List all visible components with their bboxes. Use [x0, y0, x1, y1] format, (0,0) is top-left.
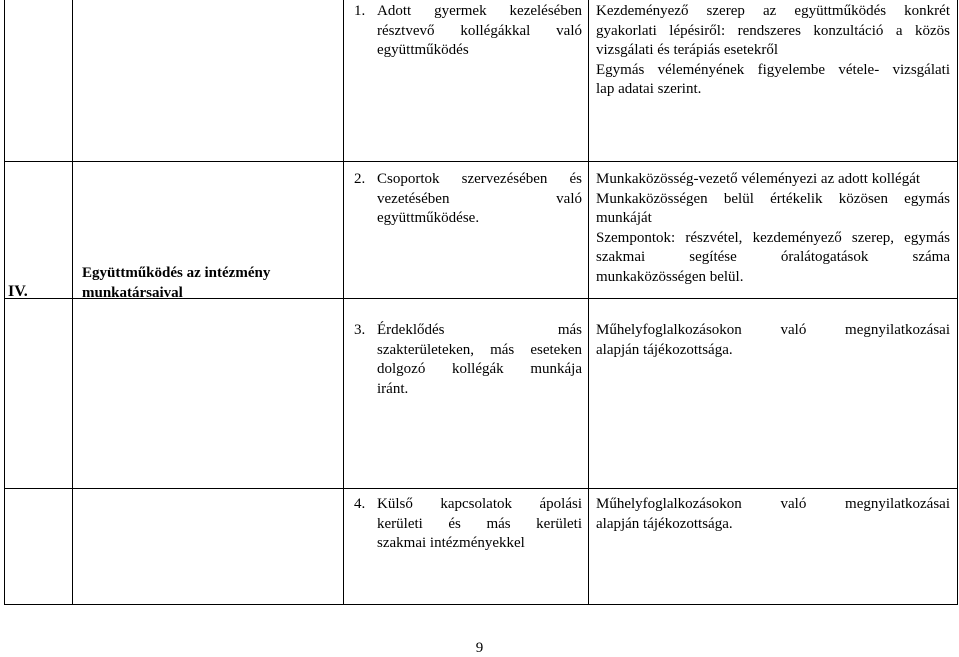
- row3-criterion-line: iránt.: [377, 380, 409, 397]
- row1-criterion-line: Adott gyermek kezelésében: [377, 3, 582, 19]
- row1-description-line: lap adatai szerint.: [596, 81, 702, 97]
- table-border-col2: [343, 0, 344, 605]
- table-border-left: [4, 0, 5, 605]
- table-border-right: [957, 0, 958, 605]
- row2-description-line: munkáját: [596, 210, 652, 226]
- row2-description-line: munkaközösségen belül.: [596, 268, 744, 285]
- row1-criterion-line: résztvevő kollégákkal való: [377, 22, 582, 39]
- row4-criterion-line: Külső kapcsolatok ápolási: [377, 496, 582, 512]
- section-title-line1: Együttműködés az intézmény: [82, 265, 271, 281]
- row1-criterion: [377, 2, 582, 61]
- row4-criterion-line: kerületi és más kerületi: [377, 515, 582, 532]
- row2-criterion: [377, 170, 582, 229]
- row1-description-line: gyakorlati lépésiről: rendszeres konzultáció a közös: [596, 22, 950, 39]
- row2-description-line: Munkaközösség-vezető véleményezi az adott kollégát: [596, 171, 921, 187]
- row2-number: 2.: [354, 171, 366, 187]
- row3-description-line: Műhelyfoglalkozásokon való megnyilatkozásai: [596, 322, 950, 338]
- row3-description-line: alapján tájékozottsága.: [596, 341, 733, 358]
- row1-description-line: Kezdeményező szerep az együttműködés konkrét: [596, 3, 950, 19]
- section-title: [82, 264, 332, 303]
- row1-number: 1.: [354, 3, 366, 19]
- table-border-col1: [72, 0, 73, 605]
- row3-criterion-line: szakterületeken, más eseteken: [377, 341, 582, 358]
- row2-description-line: Munkaközösségen belül értékelik közösen egymás: [596, 190, 950, 207]
- row4-description-line: alapján tájékozottsága.: [596, 515, 733, 532]
- row3-number: 3.: [354, 322, 366, 338]
- row1-criterion-line: együttműködés: [377, 42, 469, 58]
- section-title-line2: munkatársaival: [82, 284, 183, 301]
- row3-criterion: [377, 321, 582, 399]
- row3-criterion-line: dolgozó kollégák munkája: [377, 361, 582, 377]
- row4-number: 4.: [354, 496, 366, 512]
- table-border-col3: [588, 0, 589, 605]
- row2-description: [596, 170, 950, 287]
- row3-criterion-line: Érdeklődés más: [377, 322, 582, 338]
- table-border-bottom: [4, 604, 958, 605]
- table-border-row3-bottom: [4, 488, 958, 489]
- page-number: 9: [475, 640, 484, 656]
- section-roman-numeral: IV.: [8, 283, 28, 300]
- row4-criterion-line: szakmai intézményekkel: [377, 535, 525, 551]
- row2-description-line: Szempontok: részvétel, kezdeményező szerep, egymás: [596, 229, 950, 246]
- row1-description-line: Egymás véleményének figyelembe vétele- vizsgálati: [596, 61, 950, 78]
- row4-description-line: Műhelyfoglalkozásokon való megnyilatkozásai: [596, 496, 950, 512]
- row2-criterion-line: vezetésében való: [377, 190, 582, 207]
- row2-criterion-line: együttműködése.: [377, 210, 480, 226]
- row4-criterion: [377, 495, 582, 554]
- row2-criterion-line: Csoportok szervezésében és: [377, 171, 582, 187]
- row4-description: [596, 495, 950, 534]
- row2-description-line: szakmai segítése óralátogatások száma: [596, 249, 950, 265]
- row3-description: [596, 321, 950, 360]
- table-border-section-top: [4, 161, 958, 162]
- row1-description: [596, 2, 950, 100]
- row1-description-line: vizsgálati és terápiás esetekről: [596, 42, 779, 58]
